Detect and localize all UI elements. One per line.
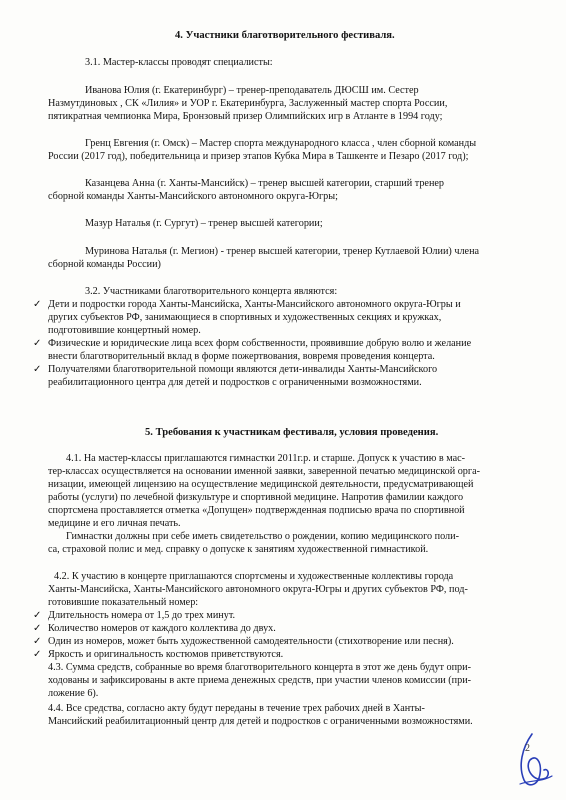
specialist-4-line-1: Мазур Наталья (г. Сургут) – тренер высшей категории; xyxy=(85,218,323,229)
participant-2-line-2: внести благотворительный вклад в форме пожертвования, вовремя проведения концерта. xyxy=(48,351,435,362)
clause-3-1: 3.1. Мастер-классы проводят специалисты: xyxy=(85,57,273,68)
specialist-3-line-2: сборной команды Ханты-Мансийского автономного округа-Югры; xyxy=(48,191,338,202)
clause-4-4-line-2: Мансийский реабилитационный центр для детей и подростков с ограниченными возможностями. xyxy=(48,716,473,727)
clause-4-2-line-1: 4.2. К участию в концерте приглашаются спортсмены и художественные коллективы города xyxy=(54,571,454,582)
clause-4-2-line-2: Ханты-Мансийска, Ханты-Мансийского автономного округа-Югры и других субъектов РФ, под- xyxy=(48,584,468,595)
page-number: 2 xyxy=(525,743,530,754)
clause-3-2: 3.2. Участниками благотворительного концерта являются: xyxy=(85,286,338,297)
clause-4-1-line-2: тер-классах осуществляется на основании именной заявки, заверенной печатью медицинской орга- xyxy=(48,466,480,477)
clause-4-1b-line-1: Гимнастки должны при себе иметь свидетельство о рождении, копию медицинского поли- xyxy=(66,531,459,542)
clause-4-3-line-1: 4.3. Сумма средств, собранные во время благотворительного концерта в этот же день будут опри- xyxy=(48,662,471,673)
specialist-3-line-1: Казанцева Анна (г. Ханты-Мансийск) – тренер высшей категории, старший тренер xyxy=(85,178,445,189)
clause-4-1-line-5: спортсмена проставляется отметка «Допущен» подтвержденная подписью врача по спортивной xyxy=(48,505,465,516)
participant-2-line-1: Физические и юридические лица всех форм собственности, проявившие добрую волю и желание xyxy=(48,338,472,349)
participant-1-line-3: подготовившие концертный номер. xyxy=(48,325,201,336)
participant-1-line-2: других субъектов РФ, занимающиеся в спортивных и художественных секциях и кружках, xyxy=(48,312,442,323)
participant-3-line-2: реабилитационного центра для детей и подростков с ограниченными возможностями. xyxy=(48,377,422,388)
requirement-2: Количество номеров от каждого коллектива до двух. xyxy=(48,623,276,634)
check-icon: ✓ xyxy=(33,636,42,647)
participant-1-line-1: Дети и подростки города Ханты-Мансийска, Ханты-Мансийского автономного округа-Югры и xyxy=(48,299,461,310)
specialist-2-line-2: России (2017 год), победительница и призер этапов Кубка Мира в Ташкенте и Пезаро (2017 год); xyxy=(48,151,469,162)
clause-4-4-line-1: 4.4. Все средства, согласно акту будут переданы в течение трех рабочих дней в Ханты- xyxy=(48,703,425,714)
clause-4-1-line-4: работы (услуги) по лечебной физкультуре и спортивной медицине. Напротив фамилии каждого xyxy=(48,492,464,503)
check-icon: ✓ xyxy=(33,623,42,634)
requirement-1: Длительность номера от 1,5 до трех минут. xyxy=(48,610,236,621)
clause-4-3-line-3: ложение 6). xyxy=(48,688,99,699)
specialist-5-line-2: сборной команды России) xyxy=(48,259,161,270)
check-icon: ✓ xyxy=(33,338,42,349)
specialist-1-line-1: Иванова Юлия (г. Екатеринбург) – тренер-преподаватель ДЮСШ им. Сестер xyxy=(85,85,419,96)
clause-4-1-line-3: низации, имеющей лицензию на осуществление медицинской деятельности, предусматривающей xyxy=(48,479,474,490)
clause-4-2-line-3: готовившие показательный номер: xyxy=(48,597,199,608)
specialist-1-line-2: Назмутдиновых , СК «Лилия» и УОР г. Екатеринбурга, Заслуженный мастер спорта России, xyxy=(48,98,448,109)
requirement-3: Один из номеров, может быть художественной самодеятельности (стихотворение или песня). xyxy=(48,636,454,647)
specialist-1-line-3: пятикратная чемпионка Мира, Бронзовый призер Олимпийских игр в Атланте в 1994 году; xyxy=(48,111,443,122)
check-icon: ✓ xyxy=(33,610,42,621)
clause-4-1b-line-2: са, страховой полис и мед. справку о допуске к занятиям художественной гимнастикой. xyxy=(48,544,429,555)
participant-3-line-1: Получателями благотворительной помощи являются дети-инвалиды Ханты-Мансийского xyxy=(48,364,438,375)
check-icon: ✓ xyxy=(33,364,42,375)
clause-4-1-line-6: медицине и его личная печать. xyxy=(48,518,181,529)
section-5-heading: 5. Требования к участникам фестиваля, условия проведения. xyxy=(145,427,439,438)
check-icon: ✓ xyxy=(33,299,42,310)
specialist-5-line-1: Муринова Наталья (г. Мегион) - тренер высшей категории, тренер Кутлаевой Юлии) члена xyxy=(85,246,480,257)
signature-icon xyxy=(510,730,554,790)
clause-4-3-line-2: ходованы и зафиксированы в акте приема денежных средств, при участии членов комиссии (при- xyxy=(48,675,472,686)
check-icon: ✓ xyxy=(33,649,42,660)
requirement-4: Яркость и оригинальность костюмов приветствуются. xyxy=(48,649,284,660)
clause-4-1-line-1: 4.1. На мастер-классы приглашаются гимнастки 2011г.р. и старше. Допуск к участию в мас- xyxy=(66,453,466,464)
section-4-heading: 4. Участники благотворительного фестиваля. xyxy=(175,30,395,41)
specialist-2-line-1: Гренц Евгения (г. Омск) – Мастер спорта международного класса , член сборной команды xyxy=(85,138,477,149)
